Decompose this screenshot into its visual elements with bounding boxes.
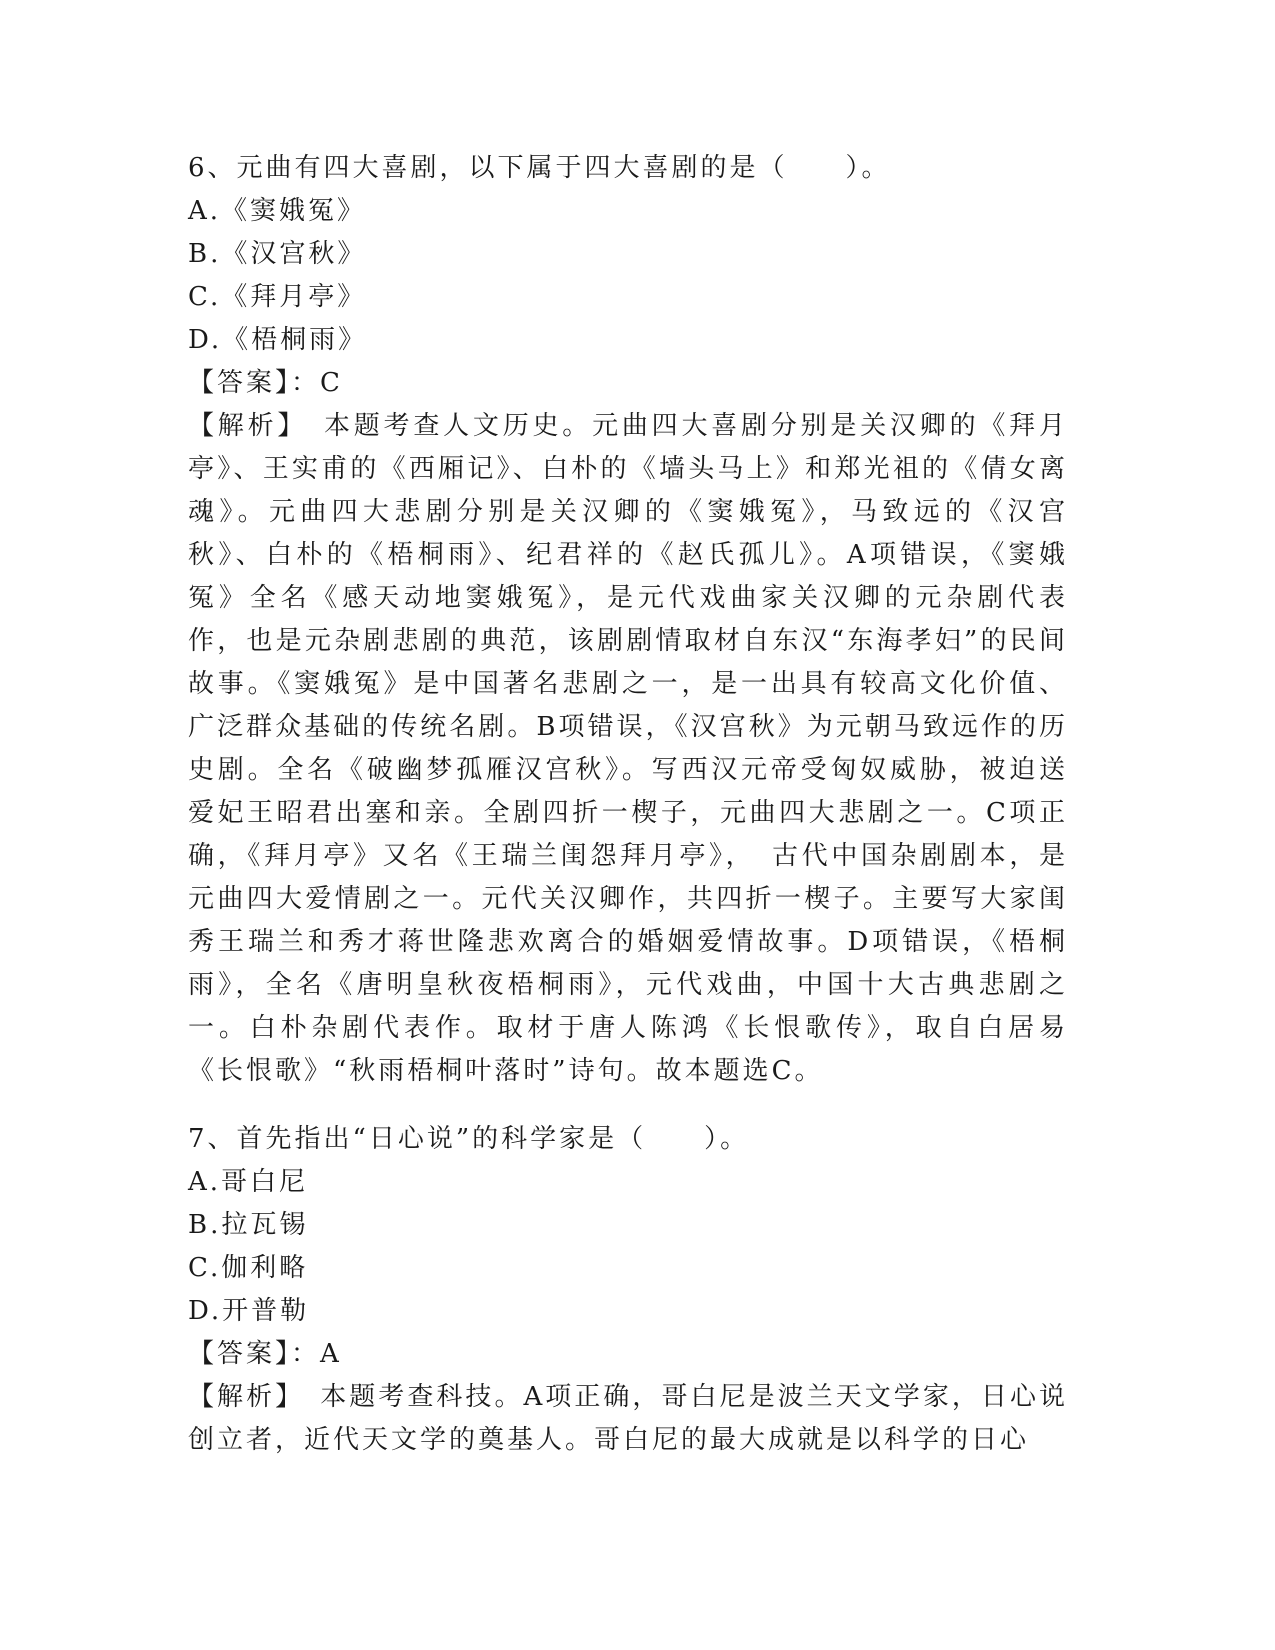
answer-line [188, 1333, 1068, 1376]
option-a: A.《窦娥冤》 [188, 196, 367, 226]
question-stem: 6、元曲有四大喜剧，以下属于四大喜剧的是（ ）。 [188, 153, 891, 183]
answer-value: C [320, 368, 343, 398]
analysis-paragraph [188, 1376, 1068, 1462]
option-c: C.《拜月亭》 [188, 282, 367, 312]
analysis-paragraph [188, 405, 1068, 1093]
answer-label: 【答案】： [188, 368, 321, 398]
answer-line [188, 362, 1068, 405]
analysis-label: 【解析】 [188, 411, 295, 441]
question-stem: 7、首先指出“日心说”的科学家是（ ）。 [188, 1124, 750, 1154]
option-c: C.伽利略 [188, 1253, 309, 1283]
option-a: A.哥白尼 [188, 1167, 309, 1197]
option-b: B.《汉宫秋》 [188, 239, 367, 269]
question-7 [188, 1118, 1068, 1462]
answer-value: A [320, 1339, 342, 1369]
option-d: D.开普勒 [188, 1296, 310, 1326]
analysis-text: 本题考查科技。A项正确，哥白尼是波兰天文学家，日心说创立者，近代天文学的奠基人。哥白尼的最大成就是以科学的日心 [188, 1382, 1068, 1455]
option-b: B.拉瓦锡 [188, 1210, 309, 1240]
answer-label: 【答案】： [188, 1339, 321, 1369]
analysis-text: 本题考查人文历史。元曲四大喜剧分别是关汉卿的《拜月亭》、王实甫的《西厢记》、白朴的《墙头马上》和郑光祖的《倩女离魂》。元曲四大悲剧分别是关汉卿的《窦娥冤》，马致远的《汉宫秋》、白朴的《梧桐雨》、纪君祥的《赵氏孤儿》。A项错误，《窦娥冤》全名《感天动地窦娥冤》，是元代戏曲家关汉卿的元杂剧代表作，也是元杂剧悲剧的典范，该剧剧情取材自东汉“东海孝妇”的民间故事。《窦娥冤》是中国著名悲剧之一，是一出具有较高文化价值、广泛群众基础的传统名剧。B项错误，《汉宫秋》为元朝马致远作的历史剧。全名《破幽梦孤雁汉宫秋》。写西汉元帝受匈奴威胁，被迫送爱妃王昭君出塞和亲。全剧四折一楔子，元曲四大悲剧之一。C项正确，《拜月亭》又名《王瑞兰闺怨拜月亭》， 古代中国杂剧剧本，是元曲四大爱情剧之一。元代关汉卿作，共四折一楔子。主要写大家闺秀王瑞兰和秀才蒋世隆悲欢离合的婚姻爱情故事。D项错误，《梧桐雨》，全名《唐明皇秋夜梧桐雨》，元代戏曲，中国十大古典悲剧之一。白朴杂剧代表作。取材于唐人陈鸿《长恨歌传》，取自白居易《长恨歌》“秋雨梧桐叶落时”诗句。故本题选C。 [188, 411, 1068, 1086]
question-6 [188, 147, 1068, 1093]
analysis-label: 【解析】 [188, 1382, 292, 1412]
option-d: D.《梧桐雨》 [188, 325, 368, 355]
